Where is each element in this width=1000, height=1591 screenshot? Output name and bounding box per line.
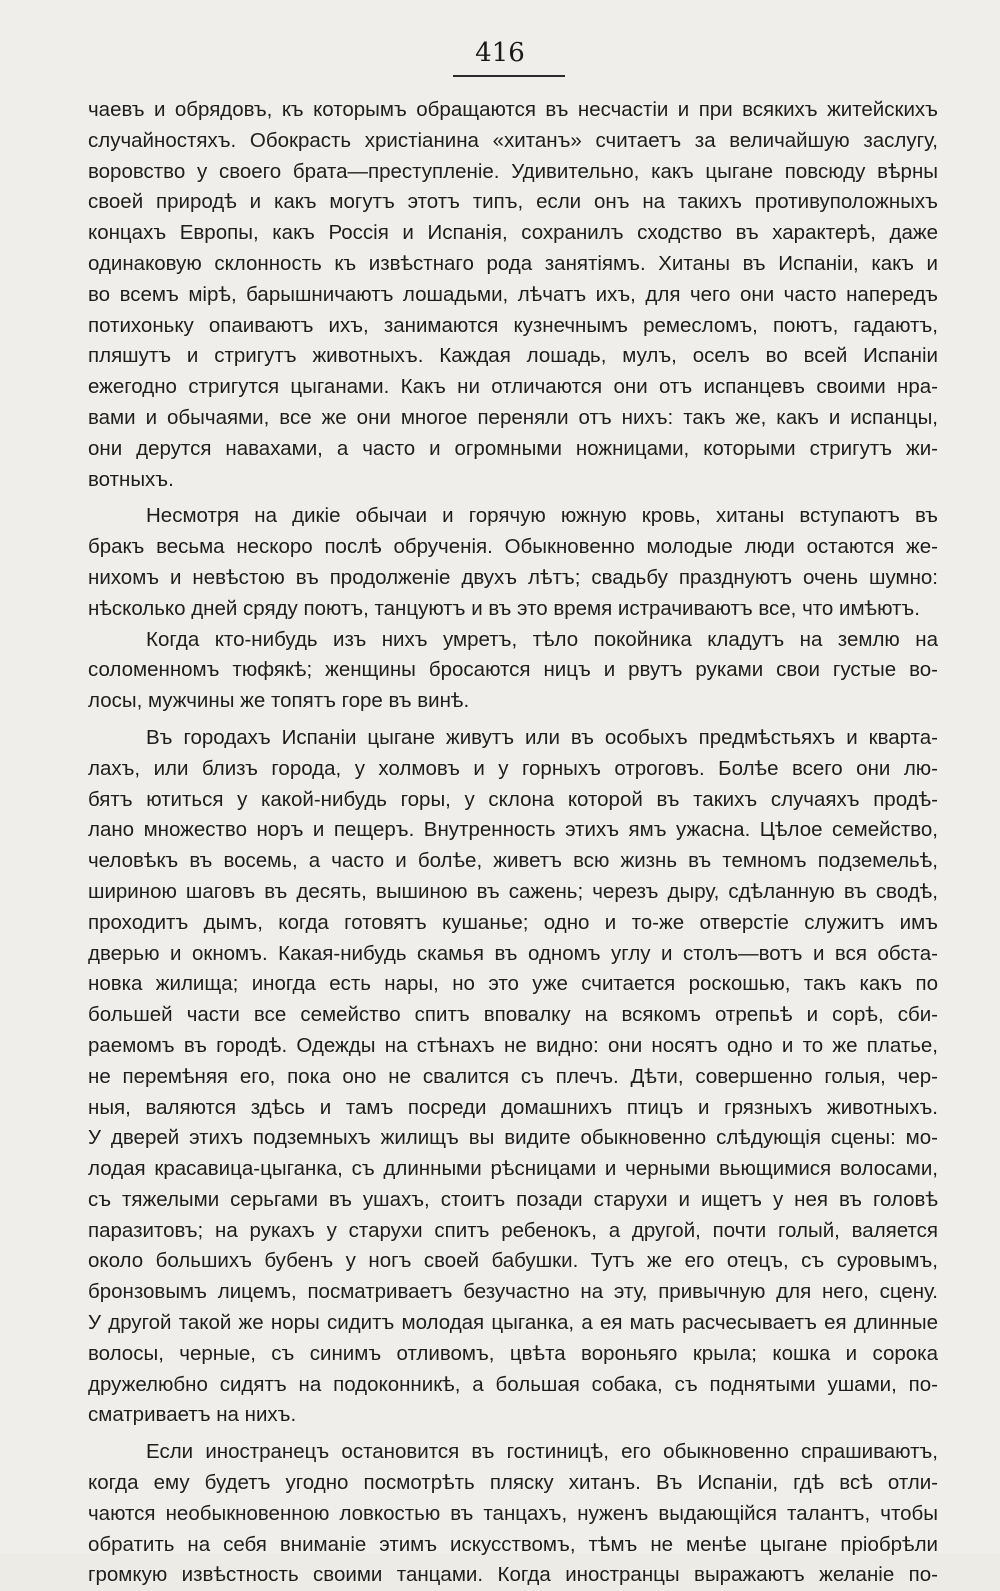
text-line: дверью и окномъ. Какая-нибудь скамья въ одномъ углу и столъ—вотъ и вся обста- [88, 941, 938, 965]
text-line: съ тяжелыми серьгами въ ушахъ, стоитъ позади старухи и ищетъ у нея въ головѣ [88, 1187, 938, 1211]
text-line: своей природѣ и какъ могутъ этотъ типъ, если онъ на такихъ противуположныхъ [88, 190, 938, 214]
text-line: лахъ, или близъ города, у холмовъ и у горныхъ отроговъ. Болѣе всего они лю- [88, 756, 938, 780]
text-line: нихомъ и невѣстою въ продолженіе двухъ лѣтъ; свадьбу празднуютъ очень шумно: [88, 565, 938, 589]
text-line: ныя, валяются здѣсь и тамъ посреди домашнихъ птицъ и грязныхъ животныхъ. [88, 1095, 938, 1119]
header-rule [453, 75, 565, 77]
text-line: потихоньку опаиваютъ ихъ, занимаются кузнечнымъ ремесломъ, поютъ, гадаютъ, [88, 313, 938, 337]
text-line: чаевъ и обрядовъ, къ которымъ обращаются въ несчастіи и при всякихъ житейскихъ [88, 98, 938, 121]
text-line: У дверей этихъ подземныхъ жилищъ вы видите обыкновенно слѣдующія сцены: мо- [88, 1126, 938, 1150]
paragraph-start: Несмотря на дикіе обычаи и горячую южную кровь, хитаны вступаютъ въ [146, 504, 938, 528]
text-line: лодая красавица-цыганка, съ длинными рѣсницами и черными вьющимися волосами, [88, 1157, 938, 1181]
text-line: проходитъ дымъ, когда готовятъ кушанье; одно и то-же отверстіе служитъ имъ [88, 910, 938, 934]
text-line: одинаковую склонность къ извѣстнаго рода занятіямъ. Хитаны въ Испаніи, какъ и [88, 251, 938, 275]
text-line: когда ему будетъ угодно посмотрѣть пляску хитанъ. Въ Испаніи, гдѣ всѣ отли- [88, 1471, 938, 1495]
text-line: вами и обычаями, все же они многое переняли отъ нихъ: такъ же, какъ и испанцы, [88, 405, 938, 429]
text-line: большей части все семейство спитъ вповалку на всякомъ отрепьѣ и сорѣ, сби- [88, 1003, 938, 1027]
text-line: громкую извѣстность своими танцами. Когда иностранцы выражаютъ желаніе по- [88, 1563, 938, 1587]
text-line: У другой такой же норы сидитъ молодая цыганка, а ея мать расчесываетъ ея длинные [88, 1311, 938, 1335]
page-number: 416 [475, 38, 525, 68]
text-line: новка жилища; иногда есть нары, но это уже считается роскошью, такъ какъ по [88, 972, 938, 996]
text-line: бракъ весьма нескоро послѣ обрученія. Обыкновенно молодые люди остаются же- [88, 535, 938, 559]
text-line: не перемѣняя его, пока оно не свалится съ плечъ. Дѣти, совершенно голыя, чер- [88, 1064, 938, 1088]
paragraph-start: Когда кто-нибудь изъ нихъ умретъ, тѣло покойника кладутъ на землю на [146, 627, 938, 651]
text-line: сматриваетъ на нихъ. [88, 1403, 297, 1427]
text-line: пляшутъ и стригутъ животныхъ. Каждая лошадь, мулъ, оселъ во всей Испаніи [88, 344, 938, 368]
text-line: лано множество норъ и пещеръ. Внутренность этихъ ямъ ужасна. Цѣлое семейство, [88, 818, 938, 842]
text-line: вотныхъ. [88, 467, 174, 491]
text-line: бронзовымъ лицемъ, посматриваетъ безучастно на эту, привычную для него, сцену. [88, 1280, 938, 1304]
body-text [88, 95, 938, 1591]
text-line: случайностяхъ. Обокрасть христіанина «хитанъ» считаетъ за величайшую заслугу, [88, 128, 938, 152]
text-line: шириною шаговъ въ десять, вышиною въ сажень; черезъ дыру, сдѣланную въ сводѣ, [88, 879, 938, 903]
text-line: человѣкъ въ восемь, а часто и болѣе, живетъ всю жизнь въ темномъ подземельѣ, [88, 849, 938, 873]
text-line: нѣсколько дней сряду поютъ, танцуютъ и въ это время истрачиваютъ все, что имѣютъ. [88, 596, 920, 620]
text-line: обратить на себя вниманіе этимъ искусствомъ, тѣмъ не менѣе цыгане пріобрѣли [88, 1532, 938, 1556]
text-line: раемомъ въ городѣ. Одежды на стѣнахъ не видно: они носятъ одно и то же платье, [88, 1033, 938, 1057]
text-line: концахъ Европы, какъ Россія и Испанія, сохранилъ сходство въ характерѣ, даже [88, 221, 938, 245]
text-line: волосы, черные, съ синимъ отливомъ, цвѣта вороньяго крыла; кошка и сорока [88, 1341, 938, 1365]
text-line: ежегодно стригутся цыганами. Какъ ни отличаются они отъ испанцевъ своими нра- [88, 375, 938, 399]
paragraph-start: Въ городахъ Испаніи цыгане живутъ или въ особыхъ предмѣстьяхъ и кварта- [146, 725, 938, 749]
text-line: лосы, мужчины же топятъ горе въ винѣ. [88, 689, 470, 713]
text-line: дружелюбно сидятъ на подоконникѣ, а большая собака, съ поднятыми ушами, по- [88, 1372, 938, 1396]
text-line: во всемъ мірѣ, барышничаютъ лошадьми, лѣчатъ ихъ, для чего они часто напередъ [88, 282, 938, 306]
text-line: чаются необыкновенною ловкостью въ танцахъ, нуженъ выдающійся талантъ, чтобы [88, 1501, 938, 1525]
text-line: соломенномъ тюфякѣ; женщины бросаются ницъ и рвутъ руками свои густые во- [88, 658, 938, 682]
text-line: около большихъ бубенъ у ногъ своей бабушки. Тутъ же его отецъ, съ суровымъ, [88, 1249, 938, 1273]
text-line: паразитовъ; на рукахъ у старухи спитъ ребенокъ, а другой, почти голый, валяется [88, 1218, 938, 1242]
paragraph-start: Если иностранецъ остановится въ гостиницѣ, его обыкновенно спрашиваютъ, [146, 1440, 938, 1464]
text-line: бятъ ютиться у какой-нибудь горы, у склона которой въ такихъ случаяхъ продѣ- [88, 787, 938, 811]
text-line: воровство у своего брата—преступленіе. Удивительно, какъ цыгане повсюду вѣрны [88, 159, 938, 183]
text-line: они дерутся навахами, а часто и огромными ножницами, которыми стригутъ жи- [88, 436, 938, 460]
